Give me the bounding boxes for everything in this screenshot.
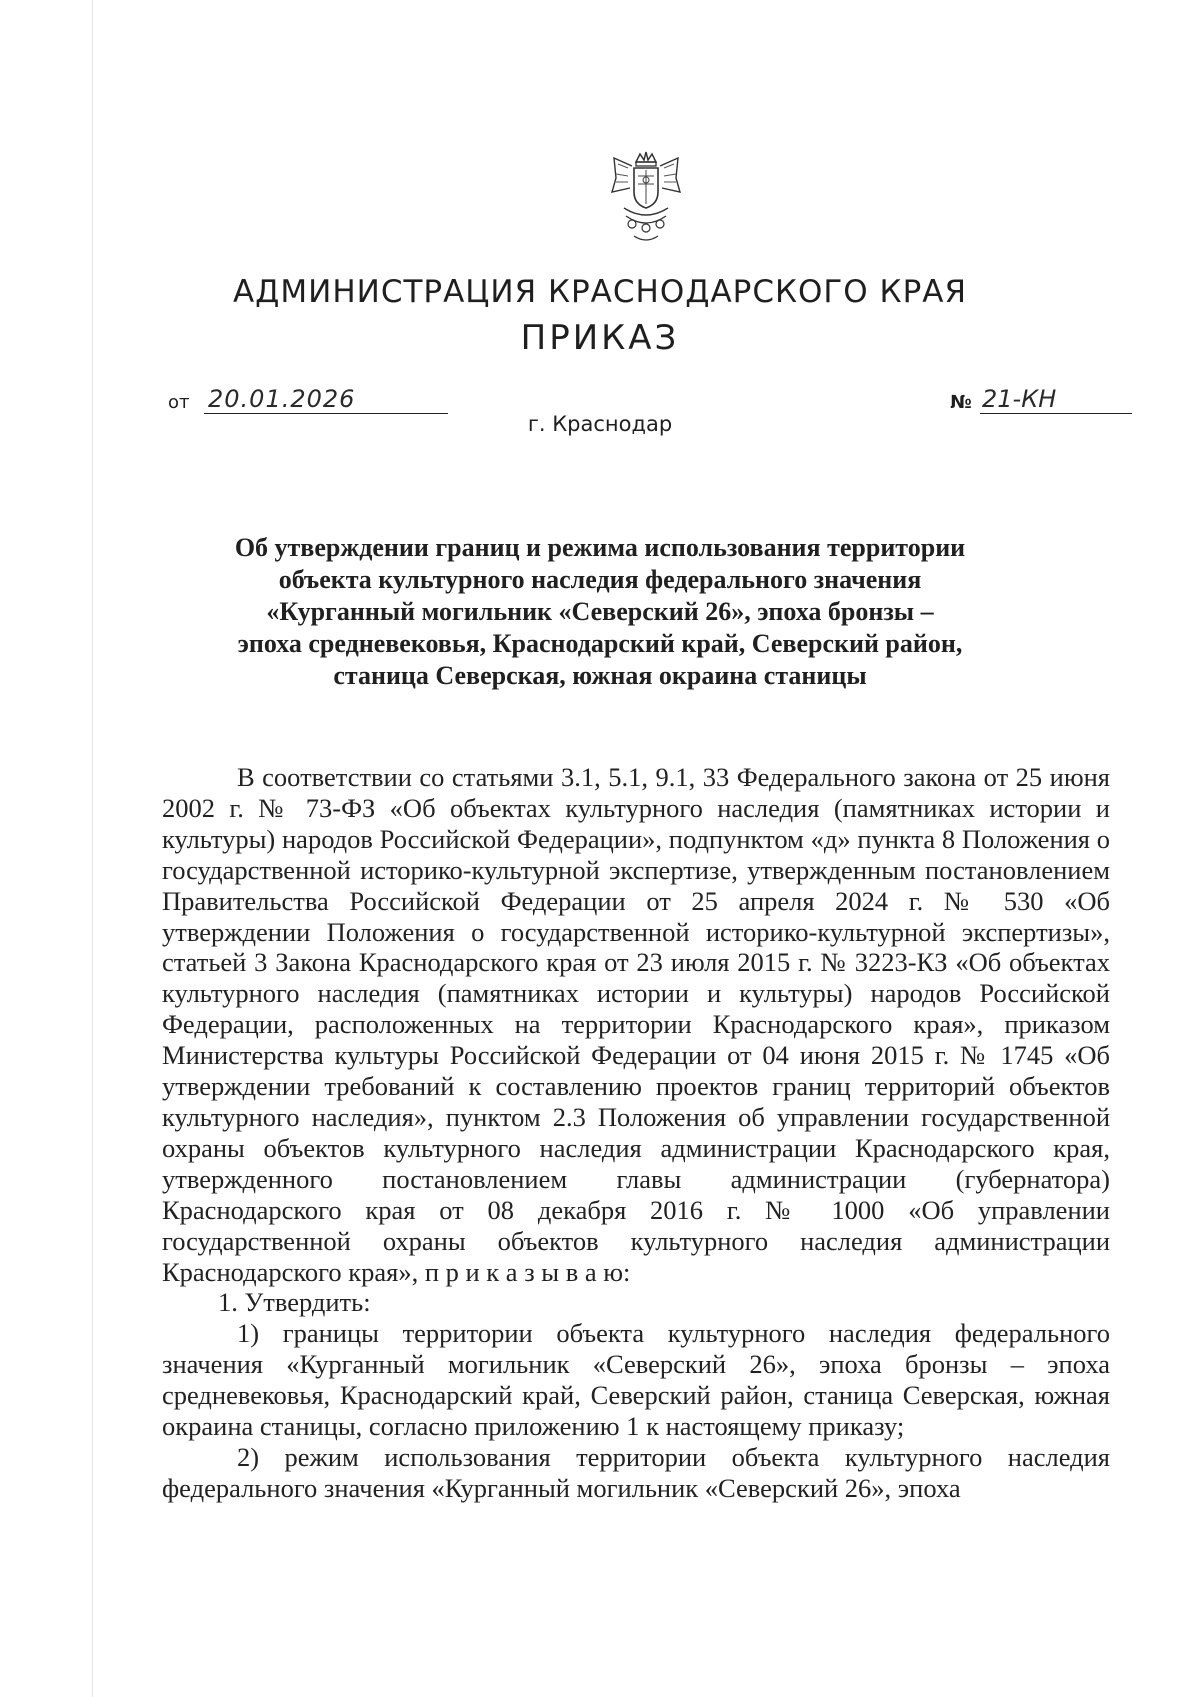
title-line: «Курганный могильник «Северский 26», эпоха бронзы – [266, 597, 934, 626]
organization-name: АДМИНИСТРАЦИЯ КРАСНОДАРСКОГО КРАЯ [232, 274, 968, 310]
coat-of-arms-icon [606, 148, 686, 248]
point-2-paragraph: 2) режим использования территории объекта культурного наследия федерального значения «Курганный могильник «Северский 26», эпоха [162, 1441, 1110, 1503]
document-date: 20.01.2026 [204, 384, 448, 414]
document-body [162, 762, 1110, 1504]
page-edge-divider [92, 0, 93, 1697]
point-1-paragraph: 1) границы территории объекта культурного наследия федерального значения «Курганный могильник «Северский 26», эпоха бронзы – эпоха средневековья, Краснодарский край, Северский район, станица Северская, южная окраина станицы, согласно приложению 1 к настоящему приказу; [162, 1318, 1110, 1442]
preamble-paragraph: В соответствии со статьями 3.1, 5.1, 9.1, 33 Федерального закона от 25 июня 2002 г. № 73-ФЗ «Об объектах культурного наследия (памятниках истории и культуры) народов Российской Федерации», подпунктом «д» пункта 8 Положения о государственной историко-культурной экспертизе, утвержденным постановлением Правительства Российской Федерации от 25 апреля 2024 г. № 530 «Об утверждении Положения о государственной историко-культурной экспертизы», статьей 3 Закона Краснодарского края от 23 июля 2015 г. № 3223-КЗ «Об объектах культурного наследия (памятниках истории и культуры) народов Российской Федерации, расположенных на территории Краснодарского края», приказом Министерства культуры Российской Федерации от 04 июня 2015 г. № 1745 «Об утверждении требований к составлению проектов границ территорий объектов культурного наследия», пунктом 2.3 Положения об управлении государственной охраны объектов культурного наследия администрации Краснодарского края, утвержденного постановлением главы администрации (губернатора) Краснодарского края от 08 декабря 2016 г. № 1000 «Об управлении государственной охраны объектов культурного наследия администрации Краснодарского края», п р и к а з ы в а ю: [162, 762, 1110, 1287]
document-type: ПРИКАЗ [520, 318, 680, 358]
item-1-heading: 1. Утвердить: [218, 1287, 371, 1318]
date-prefix: от [168, 392, 190, 413]
document-number: 21-КН [980, 384, 1132, 414]
title-line: объекта культурного наследия федерального значения [278, 565, 922, 594]
title-line: станица Северская, южная окраина станицы [333, 661, 867, 690]
city-name: г. Краснодар [527, 412, 673, 436]
number-prefix: № [950, 392, 972, 413]
title-line: эпоха средневековья, Краснодарский край, Северский район, [237, 629, 963, 658]
document-title [150, 532, 1050, 692]
title-line: Об утверждении границ и режима использования территории [234, 533, 966, 562]
